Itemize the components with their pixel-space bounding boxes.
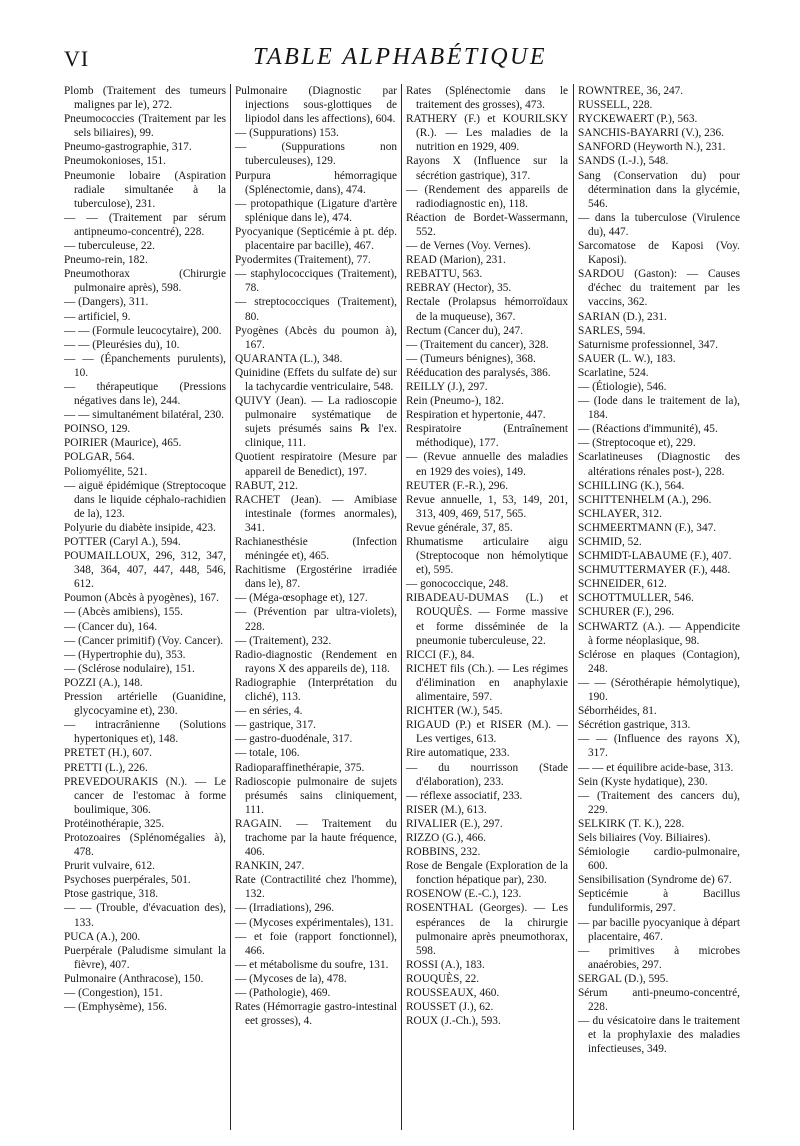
index-entry: — tuberculeuse, 22. xyxy=(64,240,155,253)
index-entry: Rhumatisme articulaire aigu (Streptocoque non hémolytique et), 595. xyxy=(406,536,568,577)
index-entry: — (Traitement), 232. xyxy=(235,634,332,647)
index-entry: — artificiel, 9. xyxy=(64,310,131,323)
column-divider xyxy=(573,84,574,1130)
index-columns xyxy=(64,84,746,1130)
index-entry: — — (Trouble, d'évacuation des), 133. xyxy=(64,902,226,929)
index-entry: Respiratoire (Entraînement méthodique), 177. xyxy=(406,423,568,450)
index-entry: SCHWARTZ (A.). — Appendicite à forme néoplasique, 98. xyxy=(578,620,740,647)
index-entry: SARLES, 594. xyxy=(578,324,646,337)
index-entry: RABUT, 212. xyxy=(235,479,298,492)
index-entry: — (Mycoses de la), 478. xyxy=(235,972,347,985)
index-entry: — (Cancer du), 164. xyxy=(64,620,158,633)
index-entry: Rose de Bengale (Exploration de la fonction hépatique par), 230. xyxy=(406,860,568,887)
index-entry: Protéinothérapie, 325. xyxy=(64,817,165,830)
index-entry: — dans la tuberculose (Virulence du), 447. xyxy=(578,211,740,238)
index-entry: Sérum anti-pneumo-concentré, 228. xyxy=(578,987,740,1014)
index-entry: Rachitisme (Ergostérine irradiée dans le), 87. xyxy=(235,564,397,591)
index-entry: Psychoses puerpérales, 501. xyxy=(64,874,191,887)
index-entry: POTTER (Caryl A.), 594. xyxy=(64,536,181,548)
index-entry: SANCHIS-BAYARRI (V.), 236. xyxy=(578,127,724,140)
index-entry: RATHERY (F.) et KOURILSKY (R.). — Les maladies de la nutrition en 1929, 409. xyxy=(406,113,568,154)
index-entry: Saturnisme professionnel, 347. xyxy=(578,338,718,351)
index-entry: RIVALIER (E.), 297. xyxy=(406,817,503,830)
index-entry: — (Congestion), 151. xyxy=(64,987,163,999)
index-entry: SANDS (I.-J.), 548. xyxy=(578,155,669,168)
index-entry: SCHITTENHELM (A.), 296. xyxy=(578,493,712,506)
column-divider xyxy=(230,84,231,1130)
index-entry: SANFORD (Heyworth N.), 231. xyxy=(578,141,726,154)
index-entry: Radioparaffinethérapie, 375. xyxy=(235,761,365,774)
index-entry: — (Prévention par ultra-violets), 228. xyxy=(235,606,397,633)
index-entry: RIGAUD (P.) et RISER (M.). — Les vertiges, 613. xyxy=(406,719,568,746)
index-entry: Rachianesthésie (Infection méningée et), 465. xyxy=(235,536,397,563)
index-entry: Polyurie du diabète insipide, 423. xyxy=(64,521,216,534)
index-entry: — — (Sérothérapie hémolytique), 190. xyxy=(578,676,740,704)
page-number: VI xyxy=(64,46,90,71)
index-entry: Sécrétion gastrique, 313. xyxy=(578,719,691,732)
index-entry: Rates (Splénectomie dans le traitement des grosses), 473. xyxy=(406,85,568,112)
column-divider xyxy=(401,84,402,1130)
page-header xyxy=(64,42,736,78)
index-entry: SARIAN (D.), 231. xyxy=(578,310,667,323)
index-entry: POIRIER (Maurice), 465. xyxy=(64,437,182,450)
index-entry: Rate (Contractilité chez l'homme), 132. xyxy=(235,874,397,901)
index-entry: SARDOU (Gaston): — Causes d'échec du traitement par les vaccins, 362. xyxy=(578,268,740,309)
index-entry: REBATTU, 563. xyxy=(406,268,483,281)
index-entry: SCHILLING (K.), 564. xyxy=(578,479,685,492)
index-entry: SELKIRK (T. K.), 228. xyxy=(578,817,685,830)
index-entry: PRETTI (L.), 226. xyxy=(64,761,148,774)
index-entry: — (Cancer primitif) (Voy. Cancer). xyxy=(64,634,224,647)
index-entry: SCHNEIDER, 612. xyxy=(578,578,667,591)
index-entry: Radio-diagnostic (Rendement en rayons X des appareils de), 118. xyxy=(235,648,397,675)
index-entry: SCHMUTTERMAYER (F.), 448. xyxy=(578,564,731,577)
page-title: TABLE ALPHABÉTIQUE xyxy=(252,44,548,70)
index-entry: REBRAY (Hector), 35. xyxy=(406,282,512,295)
index-column-3 xyxy=(406,84,568,1130)
index-entry: ROUSSET (J.), 62. xyxy=(406,1001,494,1014)
index-entry: POUMAILLOUX, 296, 312, 347, 348, 364, 407, 447, 448, 546, 612. xyxy=(64,550,226,591)
index-entry: Sclérose en plaques (Contagion), 248. xyxy=(578,648,740,675)
index-entry: — aiguë épidémique (Streptocoque dans le liquide céphalo-rachidien de la), 123. xyxy=(64,479,226,520)
index-entry: Sémiologie cardio-pulmonaire, 600. xyxy=(578,846,740,873)
index-entry: QUIVY (Jean). — La radioscopie pulmonaire systématique de sujets présumés sains ℞ l'ex. clinique, 111. xyxy=(235,395,397,450)
index-entry: Séborrhéides, 81. xyxy=(578,705,657,718)
index-entry: PRETET (H.), 607. xyxy=(64,747,152,760)
index-entry: Radiographie (Interprétation du cliché), 113. xyxy=(235,676,397,704)
index-entry: Sein (Kyste hydatique), 230. xyxy=(578,775,708,788)
index-entry: RAGAIN. — Traitement du trachome par la haute fréquence, 406. xyxy=(235,817,397,859)
index-entry: ROSSI (A.), 183. xyxy=(406,958,485,971)
index-entry: — (Suppurations) 153. xyxy=(235,127,339,140)
index-entry: — gonococcique, 248. xyxy=(406,578,509,591)
index-entry: Pyodermites (Traitement), 77. xyxy=(235,254,371,267)
index-entry: SCHMEERTMANN (F.), 347. xyxy=(578,521,717,534)
index-entry: — — (Épanchements purulents), 10. xyxy=(64,352,226,379)
index-entry: Poliomyélite, 521. xyxy=(64,465,148,478)
index-entry: Rééducation des paralysés, 386. xyxy=(406,366,551,379)
index-entry: Pulmonaire (Anthracose), 150. xyxy=(64,972,204,985)
index-entry: — totale, 106. xyxy=(235,747,300,760)
index-entry: ROUX (J.-Ch.), 593. xyxy=(406,1015,501,1028)
index-entry: — en séries, 4. xyxy=(235,705,303,718)
index-entry: Quotient respiratoire (Mesure par appareil de Benedict), 197. xyxy=(235,451,397,478)
index-entry: — — (Pleurésies du), 10. xyxy=(64,338,180,351)
index-entry: ROBBINS, 232. xyxy=(406,846,481,859)
index-entry: Scarlatine, 524. xyxy=(578,366,649,379)
index-entry: — (Traitement des cancers du), 229. xyxy=(578,789,740,816)
index-entry: Pyogènes (Abcès du poumon à), 167. xyxy=(235,324,397,351)
index-entry: Pulmonaire (Diagnostic par injections sous-glottiques de lipiodol dans les affections), 604. xyxy=(235,85,397,126)
index-entry: — (Rendement des appareils de radiodiagnostic en), 118. xyxy=(406,183,568,210)
index-entry: — streptococciques (Traitement), 80. xyxy=(235,296,397,323)
index-entry: READ (Marion), 231. xyxy=(406,254,506,267)
index-entry: SCHURER (F.), 296. xyxy=(578,606,675,619)
index-entry: RICCI (F.), 84. xyxy=(406,648,475,661)
index-entry: Pneumococcies (Traitement par les sels biliaires), 99. xyxy=(64,113,226,140)
index-entry: — (Dangers), 311. xyxy=(64,296,149,309)
index-entry: — (Tumeurs bénignes), 368. xyxy=(406,352,536,365)
index-entry: — — (Formule leucocytaire), 200. xyxy=(64,324,222,337)
index-entry: SERGAL (D.), 595. xyxy=(578,972,669,985)
index-entry: Septicémie à Bacillus funduliformis, 297. xyxy=(578,888,740,915)
index-entry: Sensibilisation (Syndrome de) 67. xyxy=(578,874,732,887)
index-entry: SCHLAYER, 312. xyxy=(578,507,663,520)
index-entry: — (Pathologie), 469. xyxy=(235,987,331,999)
index-entry: — (Traitement du cancer), 328. xyxy=(406,338,549,351)
index-entry: PUCA (A.), 200. xyxy=(64,930,141,943)
index-entry: Respiration et hypertonie, 447. xyxy=(406,409,546,422)
index-entry: Rire automatique, 233. xyxy=(406,747,510,760)
index-entry: — par bacille pyocyanique à départ placentaire, 467. xyxy=(578,916,740,943)
index-entry: — gastro-duodénale, 317. xyxy=(235,733,353,746)
index-entry: REUTER (F.-R.), 296. xyxy=(406,479,509,492)
index-entry: — (Irradiations), 296. xyxy=(235,902,335,915)
index-entry: Rates (Hémorragie gastro-intestinal eet grosses), 4. xyxy=(235,1001,397,1028)
index-entry: — — (Influence des rayons X), 317. xyxy=(578,733,740,760)
index-entry: ROUSSEAUX, 460. xyxy=(406,987,500,999)
index-entry: RISER (M.), 613. xyxy=(406,803,487,816)
index-entry: — (Mycoses expérimentales), 131. xyxy=(235,916,394,929)
index-entry: SCHMIDT-LABAUME (F.), 407. xyxy=(578,550,732,563)
index-entry: RACHET (Jean). — Amibiase intestinale (formes anormales), 341. xyxy=(235,493,397,534)
index-entry: — et foie (rapport fonctionnel), 466. xyxy=(235,930,397,957)
index-entry: ROUQUÈS, 22. xyxy=(406,972,480,985)
index-entry: — thérapeutique (Pressions négatives dans le), 244. xyxy=(64,380,226,408)
index-entry: Réaction de Bordet-Wassermann, 552. xyxy=(406,211,568,238)
index-entry: REILLY (J.), 297. xyxy=(406,380,488,393)
index-entry: — (Abcès amibiens), 155. xyxy=(64,606,183,619)
index-entry: SCHOTTMULLER, 546. xyxy=(578,592,694,605)
index-entry: — intracrânienne (Solutions hypertoniques et), 148. xyxy=(64,719,226,746)
index-entry: PREVEDOURAKIS (N.). — Le cancer de l'estomac à forme boulimique, 306. xyxy=(64,775,226,816)
index-entry: — protopathique (Ligature d'artère splénique dans le), 474. xyxy=(235,197,397,224)
index-entry: — (Étiologie), 546. xyxy=(578,380,667,393)
index-entry: — (Streptocoque et), 229. xyxy=(578,437,696,450)
index-entry: POZZI (A.), 148. xyxy=(64,676,143,689)
index-entry: RANKIN, 247. xyxy=(235,860,305,873)
index-entry: — primitives à microbes anaérobies, 297. xyxy=(578,944,740,971)
index-entry: Rectale (Prolapsus hémorroïdaux de la muqueuse), 367. xyxy=(406,296,568,323)
index-entry: SAUER (L. W.), 183. xyxy=(578,352,676,365)
index-entry: Pression artérielle (Guanidine, glycocyamine et), 230. xyxy=(64,691,226,718)
index-entry: Pneumothorax (Chirurgie pulmonaire après), 598. xyxy=(64,268,226,295)
index-entry: Puerpérale (Paludisme simulant la fièvre), 407. xyxy=(64,944,226,971)
index-entry: RUSSELL, 228. xyxy=(578,99,653,112)
index-entry: RYCKEWAERT (P.), 563. xyxy=(578,113,698,126)
index-entry: Pneumo-rein, 182. xyxy=(64,254,148,267)
index-entry: — — (Traitement par sérum antipneumo-concentré), 228. xyxy=(64,211,226,238)
index-entry: Ptose gastrique, 318. xyxy=(64,888,159,901)
index-entry: Pyocyanique (Septicémie à pt. dép. placentaire par bacille), 467. xyxy=(235,225,397,253)
index-entry: — (Revue annuelle des maladies en 1929 des voies), 149. xyxy=(406,451,568,478)
index-entry: RIZZO (G.), 466. xyxy=(406,831,487,844)
index-entry: — et métabolisme du soufre, 131. xyxy=(235,958,389,971)
index-entry: Pneumokonioses, 151. xyxy=(64,155,166,168)
index-column-2 xyxy=(235,84,397,1130)
index-entry: Sarcomatose de Kaposi (Voy. Kaposi). xyxy=(578,240,740,267)
index-entry: Revue annuelle, 1, 53, 149, 201, 313, 409, 469, 517, 565. xyxy=(406,493,568,520)
index-entry: Pneumonie lobaire (Aspiration radiale simultanée à la tuberculose), 231. xyxy=(64,169,226,210)
index-entry: — (Méga-œsophage et), 127. xyxy=(235,592,368,605)
index-entry: ROSENTHAL (Georges). — Les espérances de la chirurgie pulmonaire après pneumothorax, 598. xyxy=(406,902,568,957)
index-entry: QUARANTA (L.), 348. xyxy=(235,352,343,365)
index-entry: Sels biliaires (Voy. Biliaires). xyxy=(578,831,711,844)
index-entry: Rein (Pneumo-), 182. xyxy=(406,395,504,408)
index-entry: — staphylococciques (Traitement), 78. xyxy=(235,268,397,295)
index-entry: POLGAR, 564. xyxy=(64,451,135,464)
index-entry: — réflexe associatif, 233. xyxy=(406,789,523,802)
index-entry: POINSO, 129. xyxy=(64,423,131,436)
index-entry: Radioscopie pulmonaire de sujets présumés sains cliniquement, 111. xyxy=(235,775,397,816)
index-entry: RIBADEAU-DUMAS (L.) et ROUQUÈS. — Forme massive et forme disséminée de la pneumonie tuberculeuse, 22. xyxy=(406,592,568,647)
index-entry: — (Suppurations non tuberculeuses), 129. xyxy=(235,141,397,168)
index-entry: — (Hypertrophie du), 353. xyxy=(64,648,186,661)
index-entry: Protozoaires (Splénomégalies à), 478. xyxy=(64,831,226,859)
index-entry: — gastrique, 317. xyxy=(235,719,316,732)
index-entry: Purpura hémorragique (Splénectomie, dans), 474. xyxy=(235,169,397,196)
index-entry: RICHTER (W.), 545. xyxy=(406,705,503,718)
index-entry: — (Emphysème), 156. xyxy=(64,1001,167,1014)
index-entry: — (Réactions d'immunité), 45. xyxy=(578,423,718,436)
index-entry: Plomb (Traitement des tumeurs malignes par le), 272. xyxy=(64,85,226,112)
index-entry: — du nourrisson (Stade d'élaboration), 233. xyxy=(406,761,568,788)
index-entry: — (Sclérose nodulaire), 151. xyxy=(64,662,195,675)
index-entry: ROSENOW (E.-C.), 123. xyxy=(406,888,522,901)
index-entry: RICHET fils (Ch.). — Les régimes d'élimination en anaphylaxie alimentaire, 597. xyxy=(406,662,568,704)
index-entry: — du vésicatoire dans le traitement et la prophylaxie des maladies infectieuses, 349. xyxy=(578,1015,740,1056)
index-entry: — — simultanément bilatéral, 230. xyxy=(64,409,225,422)
index-entry: Rayons X (Influence sur la sécrétion gastrique), 317. xyxy=(406,155,568,182)
index-entry: Rectum (Cancer du), 247. xyxy=(406,324,524,337)
index-entry: Sang (Conservation du) pour détermination dans la glycémie, 546. xyxy=(578,169,740,210)
index-entry: Scarlatineuses (Diagnostic des altérations rénales post-), 228. xyxy=(578,451,740,478)
index-entry: — de Vernes (Voy. Vernes). xyxy=(406,240,531,253)
index-entry: Pneumo-gastrographie, 317. xyxy=(64,141,192,154)
index-entry: — — et équilibre acide-base, 313. xyxy=(578,761,734,774)
index-column-4 xyxy=(578,84,740,1130)
index-entry: SCHMID, 52. xyxy=(578,536,642,548)
index-entry: Prurit vulvaire, 612. xyxy=(64,860,155,873)
index-column-1 xyxy=(64,84,226,1130)
index-entry: ROWNTREE, 36, 247. xyxy=(578,85,684,97)
index-entry: Revue générale, 37, 85. xyxy=(406,521,513,534)
index-entry: — (Iode dans le traitement de la), 184. xyxy=(578,395,740,422)
index-entry: Quinidine (Effets du sulfate de) sur la tachycardie ventriculaire, 548. xyxy=(235,366,397,393)
index-entry: Poumon (Abcès à pyogènes), 167. xyxy=(64,592,219,605)
